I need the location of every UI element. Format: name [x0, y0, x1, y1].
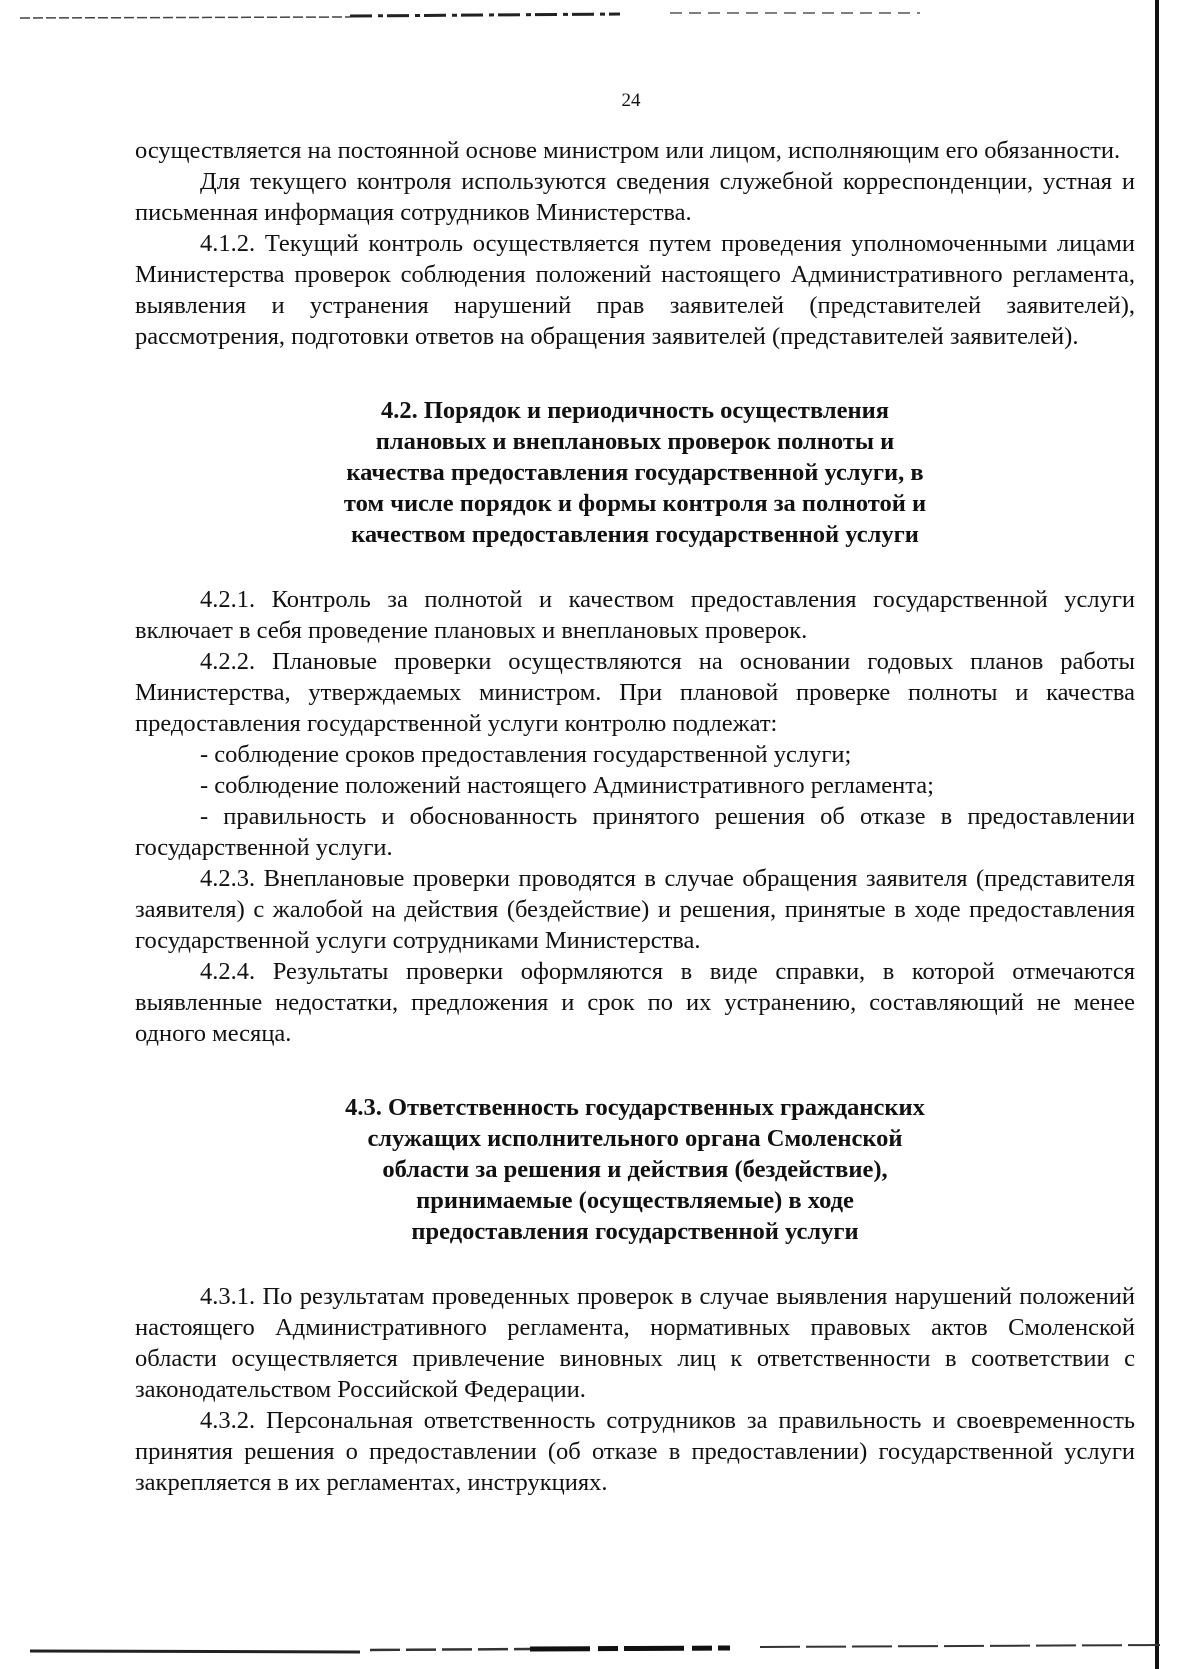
intro-paragraph-1: осуществляется на постоянной основе министром или лицом, исполняющим его обязанности. — [135, 137, 1121, 164]
scan-edge-right — [1155, 0, 1159, 1669]
paragraph-4-2-1: 4.2.1. Контроль за полнотой и качеством предоставления государственной услуги включает в себя проведение плановых и внеплановых проверок. — [135, 586, 1135, 644]
bullet-item-1: - соблюдение сроков предоставления государственной услуги; — [200, 741, 852, 768]
paragraph-4-3-1: 4.3.1. По результатам проведенных проверок в случае выявления нарушений положений настоящего Административного регламента, нормативных правовых актов Смоленской области осуществляется привлечение виновных лиц к ответственности в соответствии с законодательством Российской Федерации. — [135, 1283, 1135, 1403]
intro-paragraph-3: 4.1.2. Текущий контроль осуществляется путем проведения уполномоченными лицами Министерства проверок соблюдения положений настоящего Административного регламента, выявления и устранения нарушений прав заявителей (представителей заявителей), рассмотрения, подготовки ответов на обращения заявителей (представителей заявителей). — [135, 230, 1135, 350]
document-body — [135, 135, 1135, 1498]
section-heading-4-3: 4.3. Ответственность государственных гражданских служащих исполнительного органа Смоленской области за решения и действия (бездействие), принимаемые (осуществляемые) в ходе предоставления государственной услуги — [345, 1094, 925, 1245]
bullet-item-2: - соблюдение положений настоящего Административного регламента; — [200, 772, 934, 799]
bullet-item-3: - правильность и обоснованность принятого решения об отказе в предоставлении государственной услуги. — [135, 803, 1135, 861]
scan-edge-top — [20, 8, 1120, 22]
paragraph-4-2-2: 4.2.2. Плановые проверки осуществляются на основании годовых планов работы Министерства, утверждаемых министром. При плановой проверке полноты и качества предоставления государственной услуги контролю подлежат: — [135, 648, 1135, 737]
paragraph-4-2-3: 4.2.3. Внеплановые проверки проводятся в случае обращения заявителя (представителя заявителя) с жалобой на действия (бездействие) и решения, принятые в ходе предоставления государственной услуги сотрудниками Министерства. — [135, 865, 1135, 954]
intro-paragraph-2: Для текущего контроля используются сведения служебной корреспонденции, устная и письменная информация сотрудников Министерства. — [135, 168, 1135, 226]
page-number: 24 — [621, 90, 641, 111]
paragraph-4-2-4: 4.2.4. Результаты проверки оформляются в виде справки, в которой отмечаются выявленные недостатки, предложения и срок по их устранению, составляющий не менее одного месяца. — [135, 958, 1135, 1047]
paragraph-4-3-2: 4.3.2. Персональная ответственность сотрудников за правильность и своевременность принятия решения о предоставлении (об отказе в предоставлении) государственной услуги закрепляется в их регламентах, инструкциях. — [135, 1407, 1135, 1496]
section-heading-4-2: 4.2. Порядок и периодичность осуществления плановых и внеплановых проверок полноты и качества предоставления государственной услуги, в том числе порядок и формы контроля за полнотой и качеством предоставления государственной услуги — [343, 397, 927, 548]
scan-edge-bottom — [30, 1635, 1170, 1665]
